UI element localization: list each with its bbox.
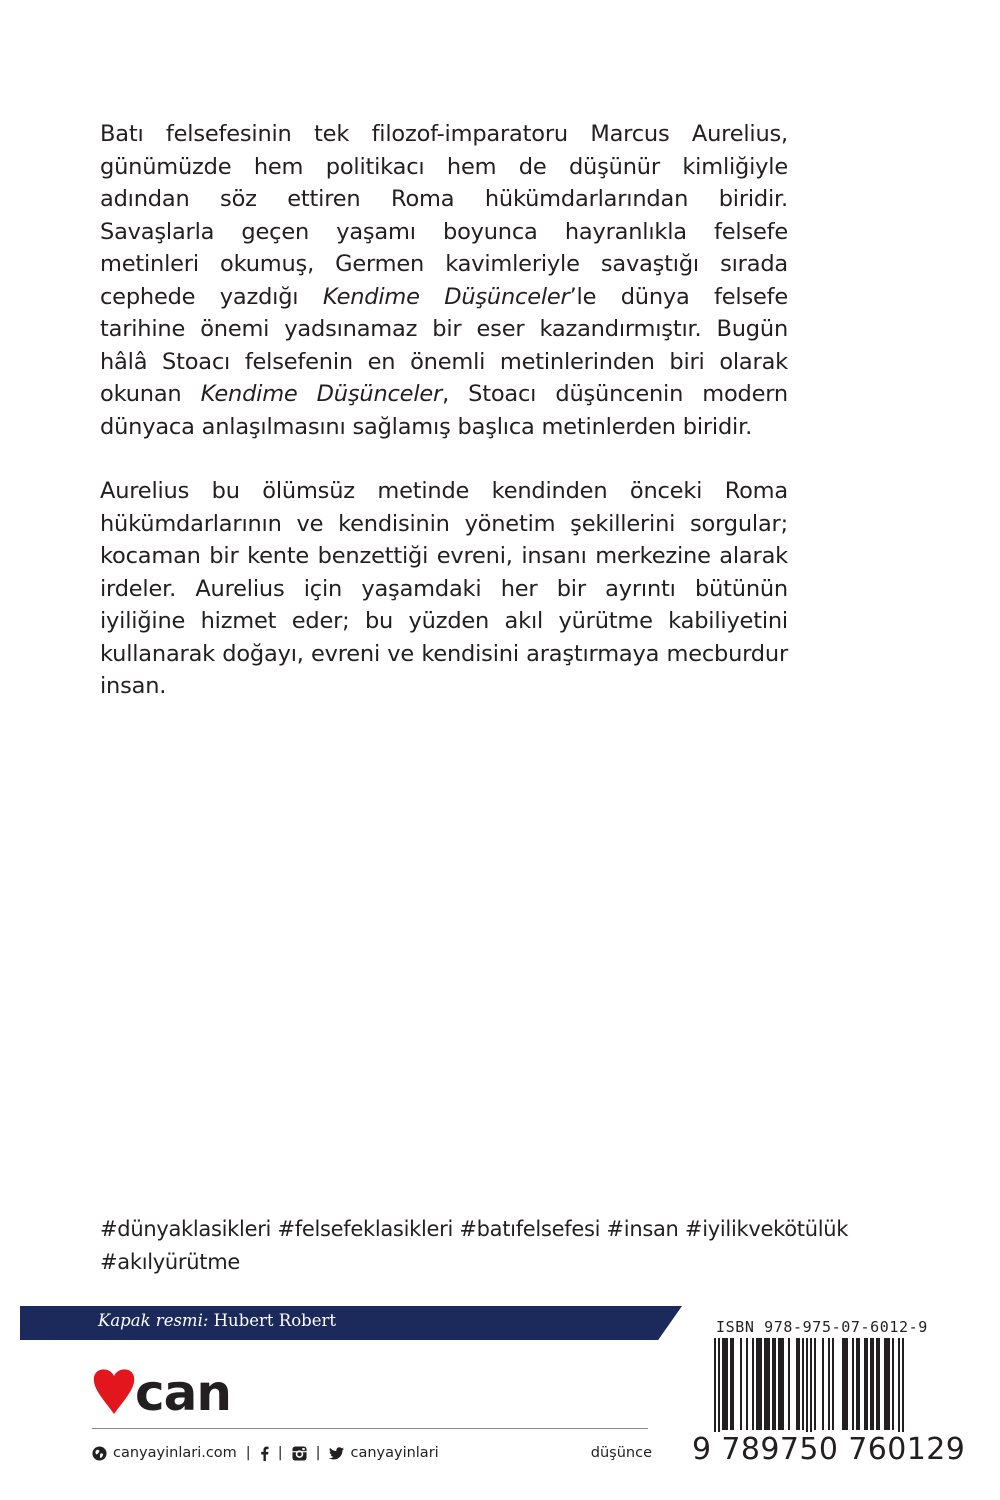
barcode-bar — [714, 1338, 716, 1446]
barcode-bar — [746, 1338, 748, 1430]
footer-divider — [92, 1428, 648, 1429]
barcode-bar — [740, 1338, 742, 1430]
barcode-bar — [722, 1338, 724, 1430]
barcode-bar — [898, 1338, 900, 1446]
twitter-handle[interactable]: canyayinlari — [350, 1445, 439, 1461]
barcode-bar — [788, 1338, 790, 1430]
barcode-bar — [870, 1338, 872, 1430]
barcode-bar — [796, 1338, 798, 1430]
barcode-bar — [760, 1338, 762, 1430]
website-link[interactable]: canyayinlari.com — [113, 1445, 237, 1461]
barcode-bar — [798, 1338, 800, 1430]
barcode-bar — [872, 1338, 874, 1430]
barcode-bar — [810, 1338, 812, 1446]
barcode-bar — [842, 1338, 844, 1430]
barcode-bar — [878, 1338, 880, 1430]
barcode-bar — [802, 1338, 804, 1430]
barcode-bar — [892, 1338, 894, 1430]
barcode-bar — [822, 1338, 824, 1430]
barcode-bar — [806, 1338, 808, 1446]
barcode-bar — [852, 1338, 854, 1430]
category-label: düşünce — [590, 1445, 652, 1461]
barcode-bar — [814, 1338, 816, 1430]
barcode-bar — [858, 1338, 860, 1430]
barcode-bar — [730, 1338, 732, 1430]
barcode-bar — [864, 1338, 866, 1430]
book-title-italic: Kendime Düşünceler — [200, 381, 443, 407]
barcode-bar — [774, 1338, 776, 1430]
barcode-bar — [780, 1338, 782, 1430]
barcode-bar — [866, 1338, 868, 1430]
instagram-icon[interactable] — [292, 1446, 307, 1461]
twitter-icon[interactable] — [329, 1447, 344, 1460]
barcode-bar — [718, 1338, 720, 1446]
facebook-icon[interactable] — [260, 1446, 269, 1461]
barcode-bar — [844, 1338, 846, 1430]
barcode-bar — [782, 1338, 784, 1430]
isbn-label: ISBN 978-975-07-6012-9 — [716, 1318, 928, 1336]
barcode-bar — [828, 1338, 830, 1430]
cover-credit — [98, 1311, 336, 1330]
barcode-bar — [724, 1338, 726, 1430]
barcode-bar — [726, 1338, 728, 1430]
barcode-bar — [886, 1338, 888, 1430]
barcode-bar — [832, 1338, 834, 1430]
cover-credit-label: Kapak resmi: — [98, 1311, 209, 1330]
barcode-bar — [902, 1338, 904, 1446]
cover-credit-value: Hubert Robert — [213, 1311, 336, 1330]
barcode-digits: 9 789750 760129 — [692, 1432, 966, 1467]
barcode-bar — [764, 1338, 766, 1430]
book-title-italic: Kendime Düşünceler — [322, 283, 570, 310]
barcode-bar — [884, 1338, 886, 1430]
barcode-bar — [876, 1338, 878, 1430]
publisher-footer: canyayinlari.com | | | canyayinlari düşünce — [92, 1443, 652, 1463]
barcode-bar — [856, 1338, 858, 1430]
barcode-bar — [768, 1338, 770, 1430]
publisher-logo — [92, 1368, 252, 1418]
logo-wordmark: can — [135, 1368, 231, 1418]
barcode-bar — [758, 1338, 760, 1430]
hashtag-line: #dünyaklasikleri #felsefeklasikleri #batıfelsefesi #insan #iyilikvekötülük — [100, 1217, 849, 1241]
barcode-bar — [846, 1338, 848, 1430]
heart-icon — [92, 1368, 252, 1418]
barcode-bar — [772, 1338, 774, 1430]
barcode-bar — [778, 1338, 780, 1430]
barcode-bar — [756, 1338, 758, 1430]
hashtag-line: #akılyürütme — [100, 1250, 240, 1274]
barcode-bar — [888, 1338, 890, 1430]
globe-icon — [92, 1446, 107, 1461]
hashtags — [100, 1213, 849, 1279]
barcode-bar — [766, 1338, 768, 1430]
blurb-paragraph-2: Aurelius bu ölümsüz metinde kendinden önceki Roma hükümdarlarının ve kendisinin yönetim şekillerini sorgular; kocaman bir kente benzettiği evreni, insanı merkezine alarak irdeler. Aurelius için yaşamdaki her bir ayrıntı bütünün iyiliğine hizmet eder; bu yüzden akıl yürütme kabiliyetini kullanarak doğayı, evreni ve kendisini araştırmaya mecburdur insan. — [100, 478, 788, 699]
barcode-bar — [732, 1338, 734, 1430]
barcode-bar — [752, 1338, 754, 1430]
blurb-paragraph-1: Batı felsefesinin tek filozof-imparatoru Marcus Aurelius, günümüzde hem politikacı hem de düşünür kimliğiyle adından söz ettiren Roma hükümdarlarından biridir. Savaşlarla geçen yaşamı boyunca hayranlıkla felsefe metinleri okumuş, Germen kavimleriyle savaştığı sırada cephede yazdığı Kendime Düşünceler’le dünya felsefe tarihine önemi yadsınamaz bir eser kazandırmıştır. Bugün hâlâ Stoacı felsefenin en önemli metinlerinden biri olarak okunan Kendime Düşünceler, Stoacı düşüncenin modern dünyaca anlaşılmasını sağlamış başlıca metinlerden biridir. — [100, 121, 789, 440]
back-cover-blurb — [100, 118, 788, 735]
